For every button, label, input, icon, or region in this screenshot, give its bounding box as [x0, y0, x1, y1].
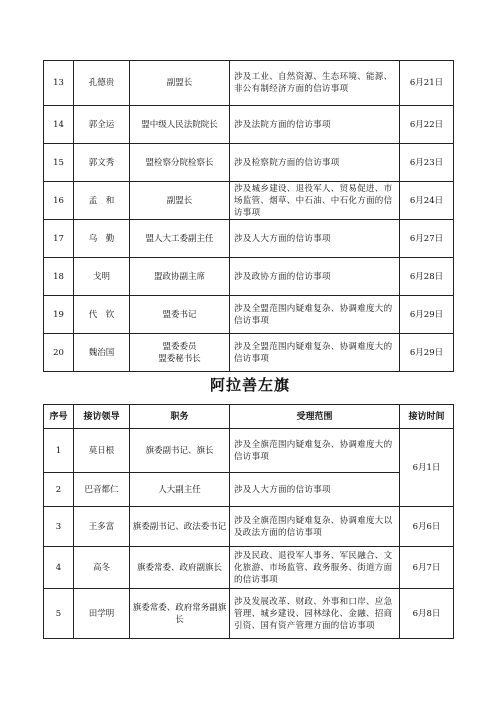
handling-scope: 涉及工业、自然资源、生态环境、能源、非公有制经济方面的信访事项 [230, 61, 400, 106]
leader-name: 王多富 [74, 507, 130, 547]
table-row [44, 429, 454, 473]
handling-scope: 涉及法院方面的信访事项 [230, 106, 400, 144]
handling-scope: 涉及人大方面的信访事项 [230, 220, 400, 258]
visit-date: 6月29日 [400, 296, 454, 334]
table-row [44, 547, 454, 589]
leader-name: 郭文秀 [74, 144, 130, 182]
row-number: 1 [44, 429, 74, 473]
row-number: 13 [44, 61, 74, 106]
row-number: 3 [44, 507, 74, 547]
row-number: 16 [44, 182, 74, 220]
row-number: 17 [44, 220, 74, 258]
leader-position: 盟政协副主席 [130, 258, 230, 296]
row-number: 20 [44, 334, 74, 372]
visit-date: 6月27日 [400, 220, 454, 258]
visit-date: 6月24日 [400, 182, 454, 220]
visit-date: 6月22日 [400, 106, 454, 144]
leader-name: 孟 和 [74, 182, 130, 220]
table-row [44, 296, 454, 334]
table-row [44, 61, 454, 106]
table-row [44, 258, 454, 296]
visit-date: 6月6日 [400, 507, 454, 547]
leader-position: 旗委副书记、旗长 [130, 429, 230, 473]
leader-name: 田学明 [74, 589, 130, 639]
table-row [44, 220, 454, 258]
row-number: 18 [44, 258, 74, 296]
leader-position: 盟人大工委副主任 [130, 220, 230, 258]
leader-position: 盟检察分院检察长 [130, 144, 230, 182]
handling-scope: 涉及全盟范围内疑难复杂、协调难度大的信访事项 [230, 296, 400, 334]
leader-name: 孔德贵 [74, 61, 130, 106]
header-scope: 受理范围 [230, 405, 400, 429]
leader-name: 莫日根 [74, 429, 130, 473]
table-header-row [44, 405, 454, 429]
leader-position: 盟委书记 [130, 296, 230, 334]
row-number: 15 [44, 144, 74, 182]
handling-scope: 涉及民政、退役军人事务、军民融合、文化旅游、市场监管、政务服务、街道方面的信访事项 [230, 547, 400, 589]
handling-scope: 涉及全旗范围内疑难复杂、协调难度大以及政法方面的信访事项 [230, 507, 400, 547]
handling-scope: 涉及城乡建设、退役军人、贸易促进、市场监管、烟草、中石油、中石化方面的信访事项 [230, 182, 400, 220]
handling-scope: 涉及政协方面的信访事项 [230, 258, 400, 296]
header-no: 序号 [44, 405, 74, 429]
table-row [44, 334, 454, 372]
handling-scope: 涉及全旗范围内疑难复杂、协调难度大的信访事项 [230, 429, 400, 473]
visit-date: 6月7日 [400, 547, 454, 589]
handling-scope: 涉及发展改革、财政、外事和口岸、应急管理、城乡建设、园林绿化、金融、招商引资、国有资产管理方面的信访事项 [230, 589, 400, 639]
row-number: 2 [44, 473, 74, 507]
visit-date: 6月1日 [400, 429, 454, 507]
leader-schedule-table-alxa-left [43, 404, 454, 639]
row-number: 19 [44, 296, 74, 334]
visit-date: 6月28日 [400, 258, 454, 296]
visit-date: 6月29日 [400, 334, 454, 372]
leader-name: 代 钦 [74, 296, 130, 334]
leader-position: 副盟长 [130, 61, 230, 106]
leader-name: 高冬 [74, 547, 130, 589]
leader-schedule-table-league [43, 60, 454, 372]
table-row [44, 144, 454, 182]
table-row [44, 507, 454, 547]
visit-date: 6月23日 [400, 144, 454, 182]
table-row [44, 589, 454, 639]
leader-name: 郭全运 [74, 106, 130, 144]
section-title: 阿拉善左旗 [209, 376, 290, 394]
table-row [44, 473, 454, 507]
leader-position: 旗委常委、政府常务副旗长 [130, 589, 230, 639]
table-row [44, 106, 454, 144]
leader-name: 乌 勤 [74, 220, 130, 258]
leader-position: 旗委常委、政府副旗长 [130, 547, 230, 589]
leader-name: 魏治国 [74, 334, 130, 372]
leader-position: 盟委委员 盟委秘书长 [130, 334, 230, 372]
visit-date: 6月21日 [400, 61, 454, 106]
visit-date: 6月8日 [400, 589, 454, 639]
leader-name: 巴音都仁 [74, 473, 130, 507]
row-number: 4 [44, 547, 74, 589]
leader-position: 旗委副书记、政法委书记 [130, 507, 230, 547]
handling-scope: 涉及检察院方面的信访事项 [230, 144, 400, 182]
header-leader: 接访领导 [74, 405, 130, 429]
leader-position: 副盟长 [130, 182, 230, 220]
leader-position: 盟中级人民法院院长 [130, 106, 230, 144]
row-number: 5 [44, 589, 74, 639]
leader-name: 戈明 [74, 258, 130, 296]
row-number: 14 [44, 106, 74, 144]
header-date: 接访时间 [400, 405, 454, 429]
header-position: 职务 [130, 405, 230, 429]
handling-scope: 涉及全盟范围内疑难复杂、协调难度大的信访事项 [230, 334, 400, 372]
handling-scope: 涉及人大方面的信访事项 [230, 473, 400, 507]
leader-position: 人大副主任 [130, 473, 230, 507]
table-row [44, 182, 454, 220]
